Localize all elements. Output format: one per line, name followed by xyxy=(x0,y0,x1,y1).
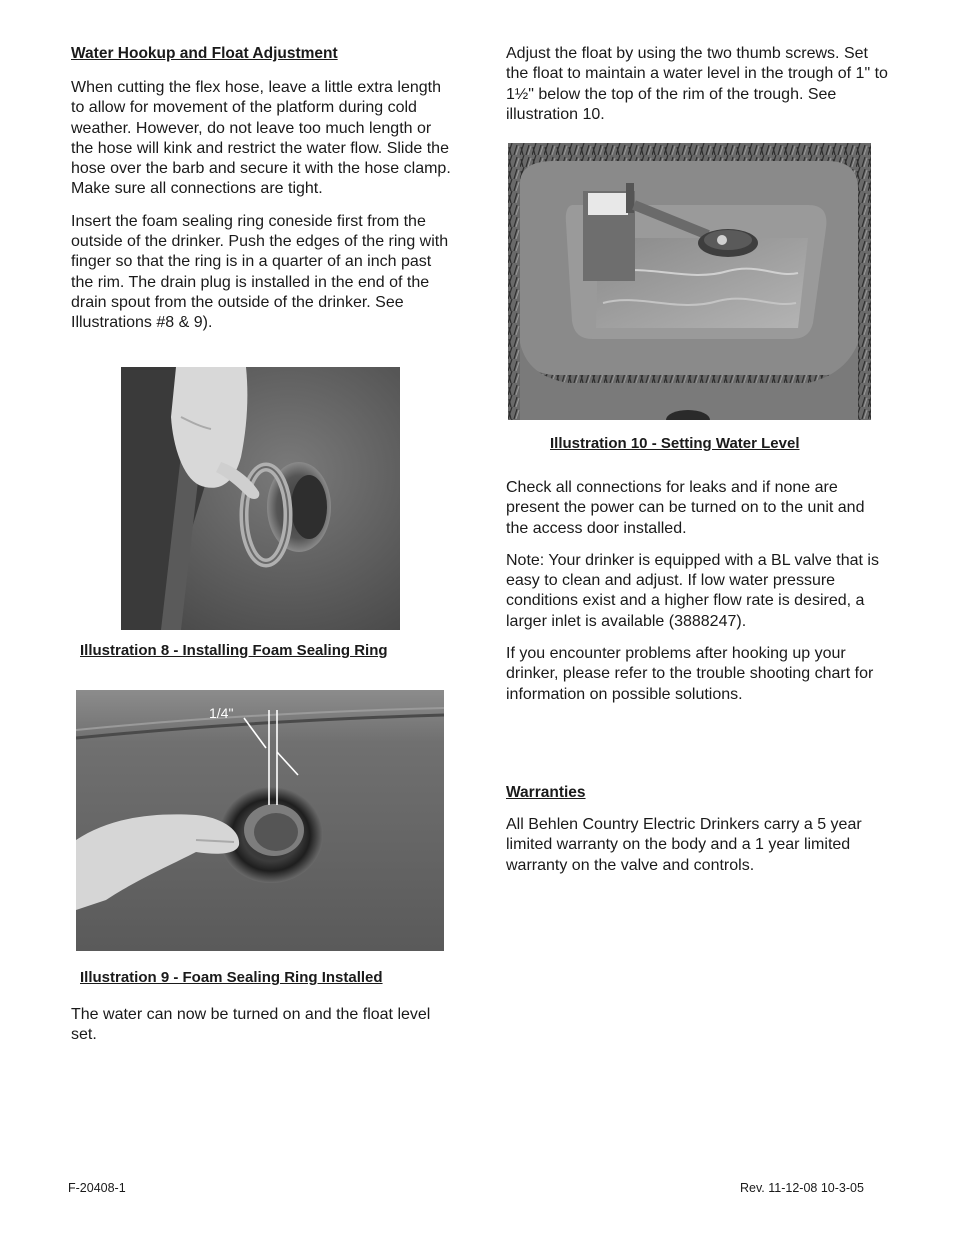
quarter-inch-label: 1/4" xyxy=(209,705,234,721)
right-column-lower xyxy=(506,478,891,717)
paragraph-foam-ring: Insert the foam sealing ring coneside first from the outside of the drinker. Push the edges of the ring with finger so that the ring is in a quarter of an inch past the rim. The drain plug is installed in the end of the drain spout from the outside of the drinker. See Illustrations #8 & 9). xyxy=(71,212,449,332)
illustration-10-caption: Illustration 10 - Setting Water Level xyxy=(550,435,800,452)
left-column xyxy=(71,44,456,346)
paragraph-flex-hose: When cutting the flex hose, leave a little extra length to allow for movement of the platform during cold weather. However, do not leave too much length or the hose will kink and restrict the water flow. Slide the hose over the barb and secure it with the hose clamp. Make sure all connections are tight. xyxy=(71,79,451,198)
paragraph-adjust-float: Adjust the float by using the two thumb screws. Set the float to maintain a water level in the trough of 1" to 1½" below the top of the rim of the trough. See illustration 10. xyxy=(506,45,888,123)
footer-document-number: F-20408-1 xyxy=(68,1181,126,1195)
paragraph-check-connections: Check all connections for leaks and if none are present the power can be turned on to the unit and the access door installed. xyxy=(506,479,865,537)
right-column xyxy=(506,44,891,137)
paragraph-bl-valve-note: Note: Your drinker is equipped with a BL valve that is easy to clean and adjust. If low water pressure conditions exist and a higher flow rate is desired, a larger inlet is available (3888247). xyxy=(506,551,879,630)
warranty-section xyxy=(506,783,891,888)
paragraph-troubleshooting: If you encounter problems after hooking up your drinker, please refer to the trouble shooting chart for information on possible solutions. xyxy=(506,645,874,703)
illustration-10-photo xyxy=(508,143,871,420)
illustration-8-photo xyxy=(121,367,400,630)
illustration-8-caption: Illustration 8 - Installing Foam Sealing Ring xyxy=(80,642,388,659)
illustration-9-caption: Illustration 9 - Foam Sealing Ring Installed xyxy=(80,969,383,986)
section-heading-warranties: Warranties xyxy=(506,784,586,801)
footer-revision: Rev. 11-12-08 10-3-05 xyxy=(740,1181,864,1195)
paragraph-warranty: All Behlen Country Electric Drinkers carry a 5 year limited warranty on the body and a 1 year limited warranty on the valve and controls. xyxy=(506,816,862,874)
illustration-9-photo xyxy=(76,690,444,951)
section-heading-water-hookup: Water Hookup and Float Adjustment xyxy=(71,45,338,62)
paragraph-water-on: The water can now be turned on and the float level set. xyxy=(71,1006,431,1044)
